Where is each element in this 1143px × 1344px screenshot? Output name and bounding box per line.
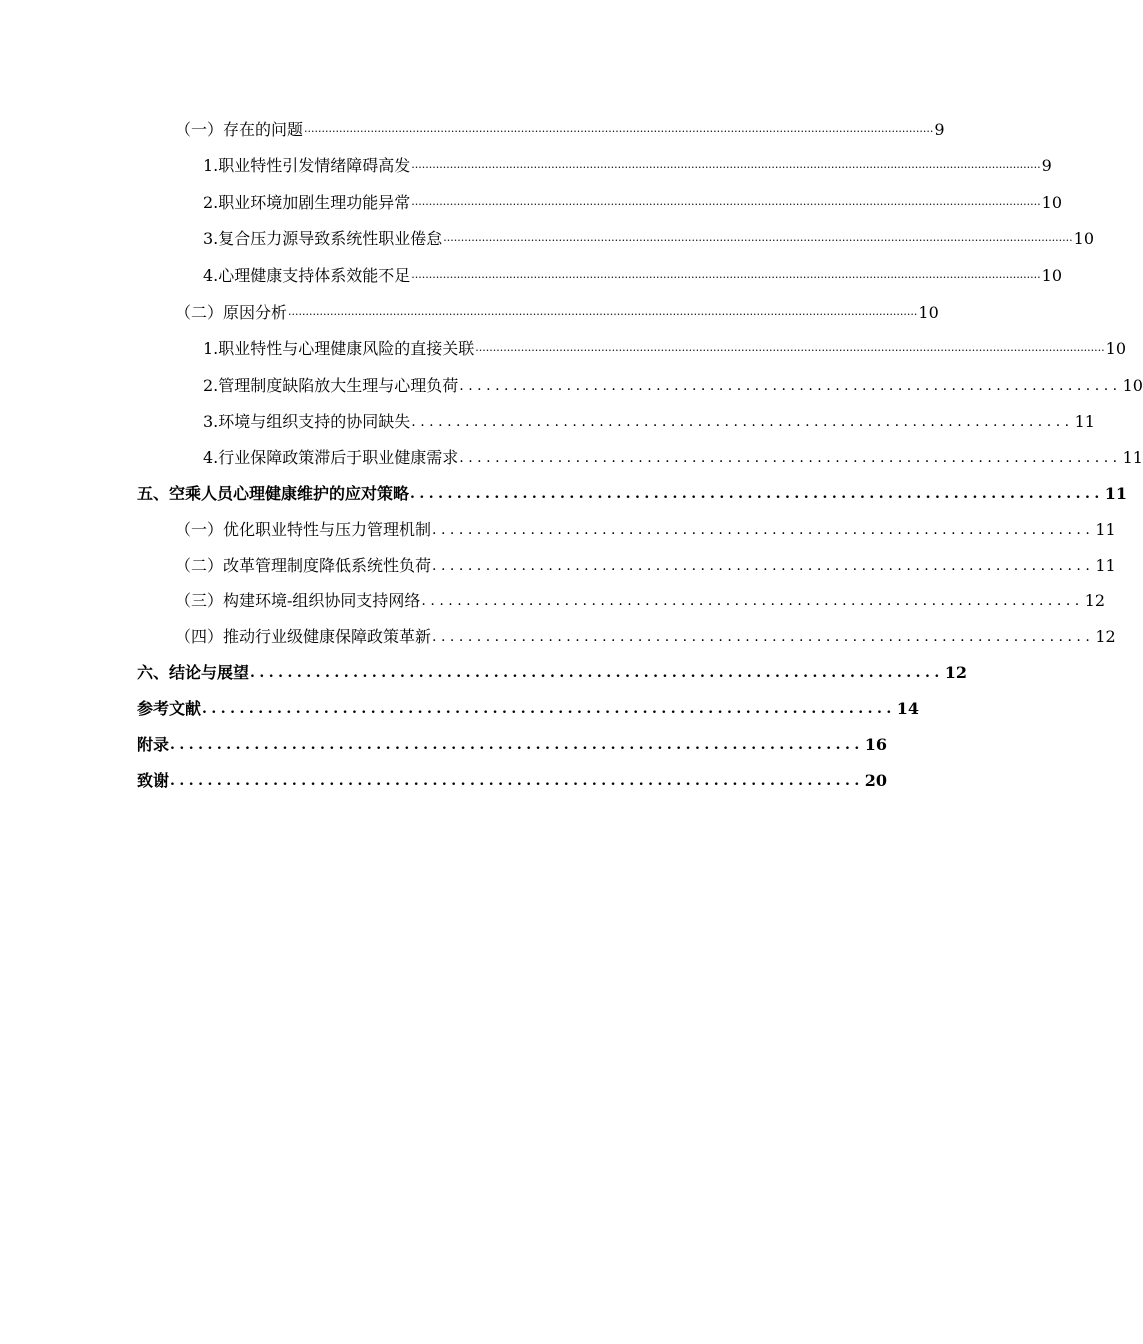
toc-entry-title: （二）改革管理制度降低系统性负荷	[175, 556, 432, 575]
toc-leader: ..........................................................................	[421, 593, 1084, 609]
toc-entry-title: 六、结论与展望	[137, 663, 250, 682]
toc-entry-title: 2.职业环境加剧生理功能异常	[203, 193, 411, 212]
toc-leader: ....................................................................................................................................................................................	[411, 268, 1041, 281]
toc-page-number: 9	[934, 120, 945, 139]
toc-entry[interactable]	[203, 372, 1143, 396]
toc-page-number: 10	[1122, 376, 1143, 395]
toc-leader: ..........................................................................	[411, 414, 1074, 430]
toc-entry-title: 附录	[137, 735, 170, 754]
toc-leader: ..........................................................................	[432, 629, 1095, 645]
toc-leader: ....................................................................................................................................................................................	[288, 305, 918, 318]
toc-page-number: 11	[1095, 556, 1116, 575]
toc-entry[interactable]	[175, 516, 1116, 540]
toc-leader: ..........................................................................	[432, 522, 1095, 538]
toc-entry[interactable]	[203, 225, 1095, 249]
toc-leader: ....................................................................................................................................................................................	[443, 231, 1073, 244]
toc-leader: ....................................................................................................................................................................................	[411, 158, 1041, 171]
toc-entry[interactable]	[137, 767, 887, 791]
toc-entry[interactable]	[203, 408, 1095, 432]
toc-entry-title: 3.复合压力源导致系统性职业倦怠	[203, 229, 443, 248]
toc-leader: ..........................................................................	[432, 558, 1095, 574]
toc-entry[interactable]	[175, 552, 1116, 576]
toc-entry[interactable]	[175, 116, 945, 140]
toc-page-number: 12	[1095, 627, 1116, 646]
toc-entry-title: （一）存在的问题	[175, 120, 304, 139]
toc-page-number: 11	[1074, 412, 1095, 431]
toc-leader: ..........................................................................	[459, 378, 1122, 394]
toc-entry[interactable]	[175, 299, 939, 323]
toc-entry-title: （四）推动行业级健康保障政策革新	[175, 627, 432, 646]
toc-entry-title: 致谢	[137, 771, 170, 790]
toc-entry-title: 2.管理制度缺陷放大生理与心理负荷	[203, 376, 459, 395]
toc-page-number: 20	[864, 771, 887, 790]
toc-entry-title: 4.行业保障政策滞后于职业健康需求	[203, 448, 459, 467]
toc-leader: ..........................................................................	[202, 701, 896, 717]
toc-entry[interactable]	[137, 731, 887, 755]
toc-entry[interactable]	[175, 623, 1116, 647]
toc-entry[interactable]	[137, 695, 919, 719]
toc-entry-title: （三）构建环境-组织协同支持网络	[175, 591, 421, 610]
toc-page-number: 16	[864, 735, 887, 754]
toc-entry-title: 3.环境与组织支持的协同缺失	[203, 412, 411, 431]
toc-page-number: 12	[944, 663, 967, 682]
toc-page-number: 10	[918, 303, 939, 322]
toc-leader: ..........................................................................	[170, 773, 864, 789]
toc-leader: ....................................................................................................................................................................................	[304, 122, 934, 135]
toc-page-number: 14	[896, 699, 919, 718]
toc-entry[interactable]	[175, 587, 1106, 611]
toc-entry[interactable]	[203, 262, 1063, 286]
toc-leader: ..........................................................................	[250, 665, 944, 681]
toc-page-number: 11	[1104, 484, 1127, 503]
toc-page-number: 12	[1084, 591, 1106, 610]
toc-leader: ..........................................................................	[459, 450, 1122, 466]
toc-leader: ....................................................................................................................................................................................	[475, 341, 1105, 354]
toc-entry-title: 参考文献	[137, 699, 202, 718]
toc-page-number: 11	[1122, 448, 1143, 467]
toc-page-number: 9	[1041, 156, 1052, 175]
toc-leader: ..........................................................................	[410, 486, 1104, 502]
toc-entry[interactable]	[137, 480, 1127, 504]
toc-entry[interactable]	[203, 152, 1052, 176]
toc-page-number: 10	[1041, 266, 1063, 285]
toc-page-number: 10	[1041, 193, 1063, 212]
toc-entry-title: 4.心理健康支持体系效能不足	[203, 266, 411, 285]
toc-entry[interactable]	[203, 444, 1143, 468]
toc-entry-title: 五、空乘人员心理健康维护的应对策略	[137, 484, 410, 503]
toc-leader: ..........................................................................	[170, 737, 864, 753]
toc-page-number: 10	[1073, 229, 1095, 248]
toc-page-number: 11	[1095, 520, 1116, 539]
toc-leader: ....................................................................................................................................................................................	[411, 195, 1041, 208]
toc-entry-title: （一）优化职业特性与压力管理机制	[175, 520, 432, 539]
toc-entry-title: 1.职业特性引发情绪障碍高发	[203, 156, 411, 175]
toc-entry[interactable]	[203, 189, 1063, 213]
toc-page-number: 10	[1105, 339, 1127, 358]
toc-entry[interactable]	[137, 659, 967, 683]
toc-entry-title: （二）原因分析	[175, 303, 288, 322]
toc-entry[interactable]	[203, 335, 1127, 359]
toc-entry-title: 1.职业特性与心理健康风险的直接关联	[203, 339, 475, 358]
